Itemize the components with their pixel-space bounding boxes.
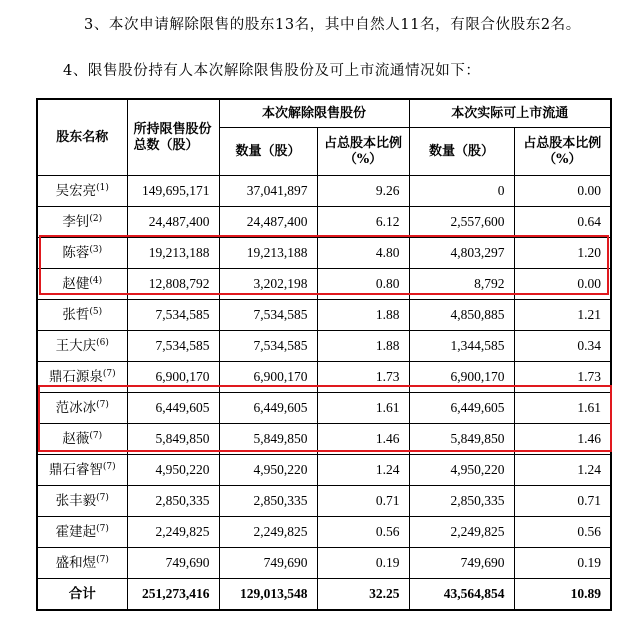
- shareholder-name: 李钊: [62, 214, 90, 230]
- release-percent-cell: 6.12: [317, 207, 409, 238]
- release-quantity-cell: 6,449,605: [219, 393, 317, 424]
- shareholder-name: 赵薇: [62, 431, 90, 447]
- restricted-shares-held-cell: 7,534,585: [127, 300, 219, 331]
- release-quantity-cell: 5,849,850: [219, 424, 317, 455]
- restricted-shares-held-cell: 4,950,220: [127, 455, 219, 486]
- footnote-marker: (7): [102, 462, 116, 472]
- release-quantity-cell: 2,249,825: [219, 517, 317, 548]
- header-release-group: 本次解除限售股份: [219, 99, 409, 128]
- shareholder-name-cell: [37, 455, 127, 486]
- shareholder-name: 陈蓉: [62, 245, 90, 261]
- table-header-row-1: [37, 99, 611, 128]
- header-tradable-group: 本次实际可上市流通: [409, 99, 611, 128]
- tradable-quantity-cell: 6,900,170: [409, 362, 514, 393]
- restricted-shares-held-cell: 12,808,792: [127, 269, 219, 300]
- shareholder-name: 盛和煜: [55, 555, 97, 571]
- tradable-quantity-cell: 5,849,850: [409, 424, 514, 455]
- footnote-marker: (7): [96, 400, 109, 410]
- total-release-percent: 32.25: [317, 579, 409, 611]
- tradable-quantity-cell: 8,792: [409, 269, 514, 300]
- header-tradable-quantity: 数量（股）: [409, 128, 514, 176]
- shareholder-name-cell: [37, 300, 127, 331]
- footnote-marker: (5): [89, 307, 103, 317]
- header-restricted-shares-held: 所持限售股份总数（股）: [127, 99, 219, 176]
- table-row: [37, 548, 611, 579]
- tradable-percent-cell: 0.71: [514, 486, 611, 517]
- footnote-marker: (3): [89, 245, 103, 255]
- total-tradable-percent: 10.89: [514, 579, 611, 611]
- total-held: 251,273,416: [127, 579, 219, 611]
- release-percent-cell: 0.19: [317, 548, 409, 579]
- shareholder-name: 吴宏亮: [55, 183, 97, 199]
- footnote-marker: (7): [89, 431, 103, 441]
- shareholder-name: 张丰毅: [55, 493, 97, 509]
- restricted-shares-held-cell: 7,534,585: [127, 331, 219, 362]
- release-percent-cell: 9.26: [317, 176, 409, 207]
- release-percent-cell: 1.88: [317, 300, 409, 331]
- release-quantity-cell: 2,850,335: [219, 486, 317, 517]
- paragraph-table-intro: 4、限售股份持有人本次解除限售股份及可上市流通情况如下：: [63, 63, 481, 79]
- header-release-percent: 占总股本比例（%）: [317, 128, 409, 176]
- release-quantity-cell: 749,690: [219, 548, 317, 579]
- header-release-quantity: 数量（股）: [219, 128, 317, 176]
- shareholder-name: 鼎石源泉: [48, 369, 103, 385]
- total-label: 合计: [37, 579, 127, 611]
- release-quantity-cell: 19,213,188: [219, 238, 317, 269]
- shareholder-name: 霍建起: [55, 524, 97, 540]
- restricted-shares-held-cell: 2,249,825: [127, 517, 219, 548]
- release-percent-cell: 0.56: [317, 517, 409, 548]
- shareholder-name-cell: [37, 176, 127, 207]
- restricted-shares-held-cell: 5,849,850: [127, 424, 219, 455]
- release-percent-cell: 1.46: [317, 424, 409, 455]
- shareholder-name: 赵健: [62, 276, 90, 292]
- release-quantity-cell: 24,487,400: [219, 207, 317, 238]
- table-row: [37, 424, 611, 455]
- header-tradable-percent: 占总股本比例（%）: [514, 128, 611, 176]
- header-shareholder-name: 股东名称: [37, 99, 127, 176]
- total-release-quantity: 129,013,548: [219, 579, 317, 611]
- release-quantity-cell: 7,534,585: [219, 300, 317, 331]
- footnote-marker: (7): [96, 493, 109, 503]
- shareholder-name: 王大庆: [55, 338, 97, 354]
- shareholder-name: 鼎石睿智: [48, 462, 103, 478]
- shareholder-name-cell: [37, 517, 127, 548]
- table-row: [37, 517, 611, 548]
- footnote-marker: (7): [96, 524, 109, 534]
- tradable-quantity-cell: 4,950,220: [409, 455, 514, 486]
- tradable-quantity-cell: 4,850,885: [409, 300, 514, 331]
- shareholder-release-table: [36, 98, 612, 611]
- release-percent-cell: 1.24: [317, 455, 409, 486]
- release-percent-cell: 1.73: [317, 362, 409, 393]
- tradable-percent-cell: 1.61: [514, 393, 611, 424]
- table-row: [37, 393, 611, 424]
- tradable-percent-cell: 1.21: [514, 300, 611, 331]
- tradable-percent-cell: 0.00: [514, 269, 611, 300]
- table-row: [37, 176, 611, 207]
- release-percent-cell: 1.88: [317, 331, 409, 362]
- tradable-quantity-cell: 1,344,585: [409, 331, 514, 362]
- tradable-percent-cell: 0.34: [514, 331, 611, 362]
- footnote-marker: (7): [96, 555, 109, 565]
- footnote-marker: (7): [102, 369, 116, 379]
- footnote-marker: (1): [96, 183, 109, 193]
- release-percent-cell: 4.80: [317, 238, 409, 269]
- tradable-percent-cell: 1.46: [514, 424, 611, 455]
- paragraph-release-holders: 3、本次申请解除限售的股东13名，其中自然人11名，有限合伙股东2名。: [84, 17, 581, 33]
- tradable-percent-cell: 0.56: [514, 517, 611, 548]
- table-row: [37, 238, 611, 269]
- restricted-shares-held-cell: 749,690: [127, 548, 219, 579]
- release-quantity-cell: 7,534,585: [219, 331, 317, 362]
- shareholder-name-cell: [37, 424, 127, 455]
- restricted-shares-held-cell: 19,213,188: [127, 238, 219, 269]
- shareholder-name-cell: [37, 548, 127, 579]
- table-row: [37, 486, 611, 517]
- shareholder-name-cell: [37, 393, 127, 424]
- table-row: [37, 331, 611, 362]
- tradable-quantity-cell: 2,850,335: [409, 486, 514, 517]
- shareholder-name: 范冰冰: [55, 400, 97, 416]
- shareholder-name: 张哲: [62, 307, 90, 323]
- shareholder-name-cell: [37, 331, 127, 362]
- shareholder-name-cell: [37, 269, 127, 300]
- tradable-percent-cell: 1.24: [514, 455, 611, 486]
- tradable-percent-cell: 0.19: [514, 548, 611, 579]
- tradable-quantity-cell: 2,249,825: [409, 517, 514, 548]
- tradable-percent-cell: 0.64: [514, 207, 611, 238]
- shareholder-name-cell: [37, 238, 127, 269]
- footnote-marker: (4): [89, 276, 103, 286]
- release-percent-cell: 0.80: [317, 269, 409, 300]
- table-row: [37, 455, 611, 486]
- tradable-percent-cell: 1.20: [514, 238, 611, 269]
- total-tradable-quantity: 43,564,854: [409, 579, 514, 611]
- release-quantity-cell: 3,202,198: [219, 269, 317, 300]
- footnote-marker: (6): [96, 338, 109, 348]
- table-total-row: [37, 579, 611, 611]
- tradable-percent-cell: 1.73: [514, 362, 611, 393]
- tradable-quantity-cell: 2,557,600: [409, 207, 514, 238]
- shareholder-name-cell: [37, 486, 127, 517]
- release-quantity-cell: 4,950,220: [219, 455, 317, 486]
- tradable-quantity-cell: 749,690: [409, 548, 514, 579]
- table-row: [37, 362, 611, 393]
- table-row: [37, 207, 611, 238]
- table-row: [37, 269, 611, 300]
- restricted-shares-held-cell: 2,850,335: [127, 486, 219, 517]
- restricted-shares-held-cell: 149,695,171: [127, 176, 219, 207]
- restricted-shares-held-cell: 6,900,170: [127, 362, 219, 393]
- shareholder-name-cell: [37, 362, 127, 393]
- tradable-quantity-cell: 6,449,605: [409, 393, 514, 424]
- table-row: [37, 300, 611, 331]
- tradable-quantity-cell: 0: [409, 176, 514, 207]
- tradable-percent-cell: 0.00: [514, 176, 611, 207]
- tradable-quantity-cell: 4,803,297: [409, 238, 514, 269]
- restricted-shares-held-cell: 24,487,400: [127, 207, 219, 238]
- release-percent-cell: 1.61: [317, 393, 409, 424]
- restricted-shares-held-cell: 6,449,605: [127, 393, 219, 424]
- release-percent-cell: 0.71: [317, 486, 409, 517]
- shareholder-name-cell: [37, 207, 127, 238]
- release-quantity-cell: 6,900,170: [219, 362, 317, 393]
- release-quantity-cell: 37,041,897: [219, 176, 317, 207]
- footnote-marker: (2): [89, 214, 103, 224]
